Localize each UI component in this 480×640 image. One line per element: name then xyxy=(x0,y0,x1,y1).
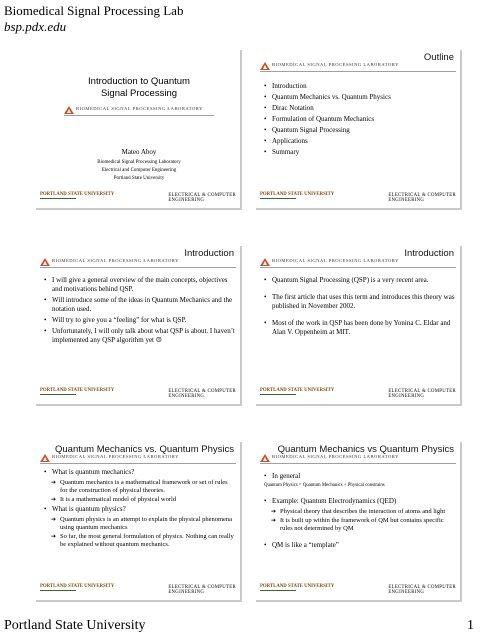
psu-logo: PORTLAND STATE UNIVERSITY xyxy=(40,584,115,589)
lab-logo-icon xyxy=(260,454,270,462)
lab-banner: BIOMEDICAL SIGNAL PROCESSING LABORATORY xyxy=(64,106,214,116)
list-item: • Quantum Mechanics vs. Quantum Physics xyxy=(264,93,456,102)
slide-qm-vs-qp-2 xyxy=(256,442,462,602)
lab-banner: BIOMEDICAL SIGNAL PROCESSING LABORATORY xyxy=(260,258,456,268)
page-footer-university: Portland State University xyxy=(4,618,146,633)
list-item: ➔ It is a mathematical model of physical world xyxy=(44,496,236,504)
list-item: ➔ So far, the most general formulation of physics. Nothing can really be explained without quantum mechanics. xyxy=(44,533,236,549)
page-number: 1 xyxy=(467,618,474,633)
slide-footer xyxy=(260,192,456,206)
slide-heading: Quantum Mechanics vs. Quantum Physics xyxy=(55,444,234,455)
slide-heading: Introduction xyxy=(404,248,454,259)
list-item: ➔ Quantum physics is an attempt to explain the physical phenomena using quantum mechanics xyxy=(44,516,236,532)
slide-outline xyxy=(256,50,462,210)
list-item: • Example: Quantum Electrodynamics (QED) xyxy=(264,497,456,506)
list-item: • What is quantum mechanics? xyxy=(44,468,236,477)
list-item: • Formulation of Quantum Mechanics xyxy=(264,115,456,124)
author-name: Mateo Aboy xyxy=(121,148,157,156)
bullet-list xyxy=(44,468,236,550)
list-item: • Applications xyxy=(264,137,456,146)
slide-heading: Quantum Mechanics vs Quantum Physics xyxy=(277,444,454,455)
lab-logo-icon xyxy=(64,106,74,114)
psu-logo: PORTLAND STATE UNIVERSITY xyxy=(40,192,115,197)
list-item: • In general xyxy=(264,472,456,481)
slide-heading: Outline xyxy=(423,52,454,63)
psu-logo: PORTLAND STATE UNIVERSITY xyxy=(260,192,335,197)
slide-footer xyxy=(260,388,456,402)
lab-logo-icon xyxy=(40,454,50,462)
list-item: • What is quantum physics? xyxy=(44,505,236,514)
list-item: ➔ Physical theory that describes the interaction of atoms and light xyxy=(264,508,456,516)
list-item: • Summary xyxy=(264,148,456,157)
list-item: • I will give a general overview of the main concepts, objectives and motivations behind QSP. xyxy=(44,276,236,294)
affiliation-lab: Biomedical Signal Processing Laboratory xyxy=(97,160,181,165)
list-item: • Unfortunately, I will only talk about what QSP is about. I haven’t implemented any QSP algorithm yet ☹ xyxy=(44,327,236,345)
ece-logo: ELECTRICAL & COMPUTER ENGINEERING xyxy=(388,193,456,203)
ece-logo: ELECTRICAL & COMPUTER ENGINEERING xyxy=(168,193,236,203)
list-item: ➔ It is built up within the framework of QM but contains specific rules not determined by QM xyxy=(264,517,456,533)
ece-logo: ELECTRICAL & COMPUTER ENGINEERING xyxy=(168,585,236,595)
lab-logo-icon xyxy=(260,62,270,70)
list-item: • Quantum Signal Processing (QSP) is a very recent area. xyxy=(264,276,456,285)
lab-logo-icon xyxy=(260,258,270,266)
slide-footer xyxy=(40,192,236,206)
page-header-url: bsp.pdx.edu xyxy=(4,19,67,34)
affiliation-dept: Electrical and Computer Engineering xyxy=(101,168,177,173)
lab-logo-icon xyxy=(40,258,50,266)
slide-footer xyxy=(40,584,236,598)
ece-logo: ELECTRICAL & COMPUTER ENGINEERING xyxy=(388,585,456,595)
list-item: • QM is like a “template” xyxy=(264,541,456,550)
slide-footer xyxy=(260,584,456,598)
list-item: • Will try to give you a “feeling” for what is QSP. xyxy=(44,316,236,325)
page-header-title: Biomedical Signal Processing Lab xyxy=(4,3,184,18)
list-item: ➔ Quantum mechanics is a mathematical framework or set of rules for the construction of physical theories. xyxy=(44,479,236,495)
psu-logo: PORTLAND STATE UNIVERSITY xyxy=(40,388,115,393)
list-item: • Dirac Notation xyxy=(264,104,456,113)
slide-qm-vs-qp-1 xyxy=(36,442,242,602)
ece-logo: ELECTRICAL & COMPUTER ENGINEERING xyxy=(168,389,236,399)
psu-logo: PORTLAND STATE UNIVERSITY xyxy=(260,584,335,589)
psu-logo: PORTLAND STATE UNIVERSITY xyxy=(260,388,335,393)
bullet-list xyxy=(44,276,236,347)
slide-introduction-2 xyxy=(256,246,462,406)
affiliation-university: Portland State University xyxy=(113,176,165,181)
list-item: • The first article that uses this term and introduces this theory was published in November 2002. xyxy=(264,293,456,311)
list-item: Quantum Physics = Quantum Mechanics + Physical constrains xyxy=(264,483,385,488)
slide-main-title: Introduction to Quantum Signal Processing xyxy=(88,76,190,99)
bullet-list xyxy=(264,472,456,552)
list-item: • Quantum Signal Processing xyxy=(264,126,456,135)
slide-heading: Introduction xyxy=(184,248,234,259)
lab-banner: BIOMEDICAL SIGNAL PROCESSING LABORATORY xyxy=(40,454,236,464)
lab-banner: BIOMEDICAL SIGNAL PROCESSING LABORATORY xyxy=(40,258,236,268)
bullet-list xyxy=(264,276,456,339)
list-item: • Most of the work in QSP has been done by Yonina C. Eldar and Alan V. Oppenheim at MIT. xyxy=(264,319,456,337)
bullet-list xyxy=(264,82,456,159)
list-item: • Will introduce some of the ideas in Quantum Mechanics and the notation used. xyxy=(44,296,236,314)
lab-banner: BIOMEDICAL SIGNAL PROCESSING LABORATORY xyxy=(260,454,456,464)
slide-title xyxy=(36,50,242,210)
slide-footer xyxy=(40,388,236,402)
lab-banner: BIOMEDICAL SIGNAL PROCESSING LABORATORY xyxy=(260,62,456,72)
ece-logo: ELECTRICAL & COMPUTER ENGINEERING xyxy=(388,389,456,399)
list-item: • Introduction xyxy=(264,82,456,91)
slide-introduction-1 xyxy=(36,246,242,406)
